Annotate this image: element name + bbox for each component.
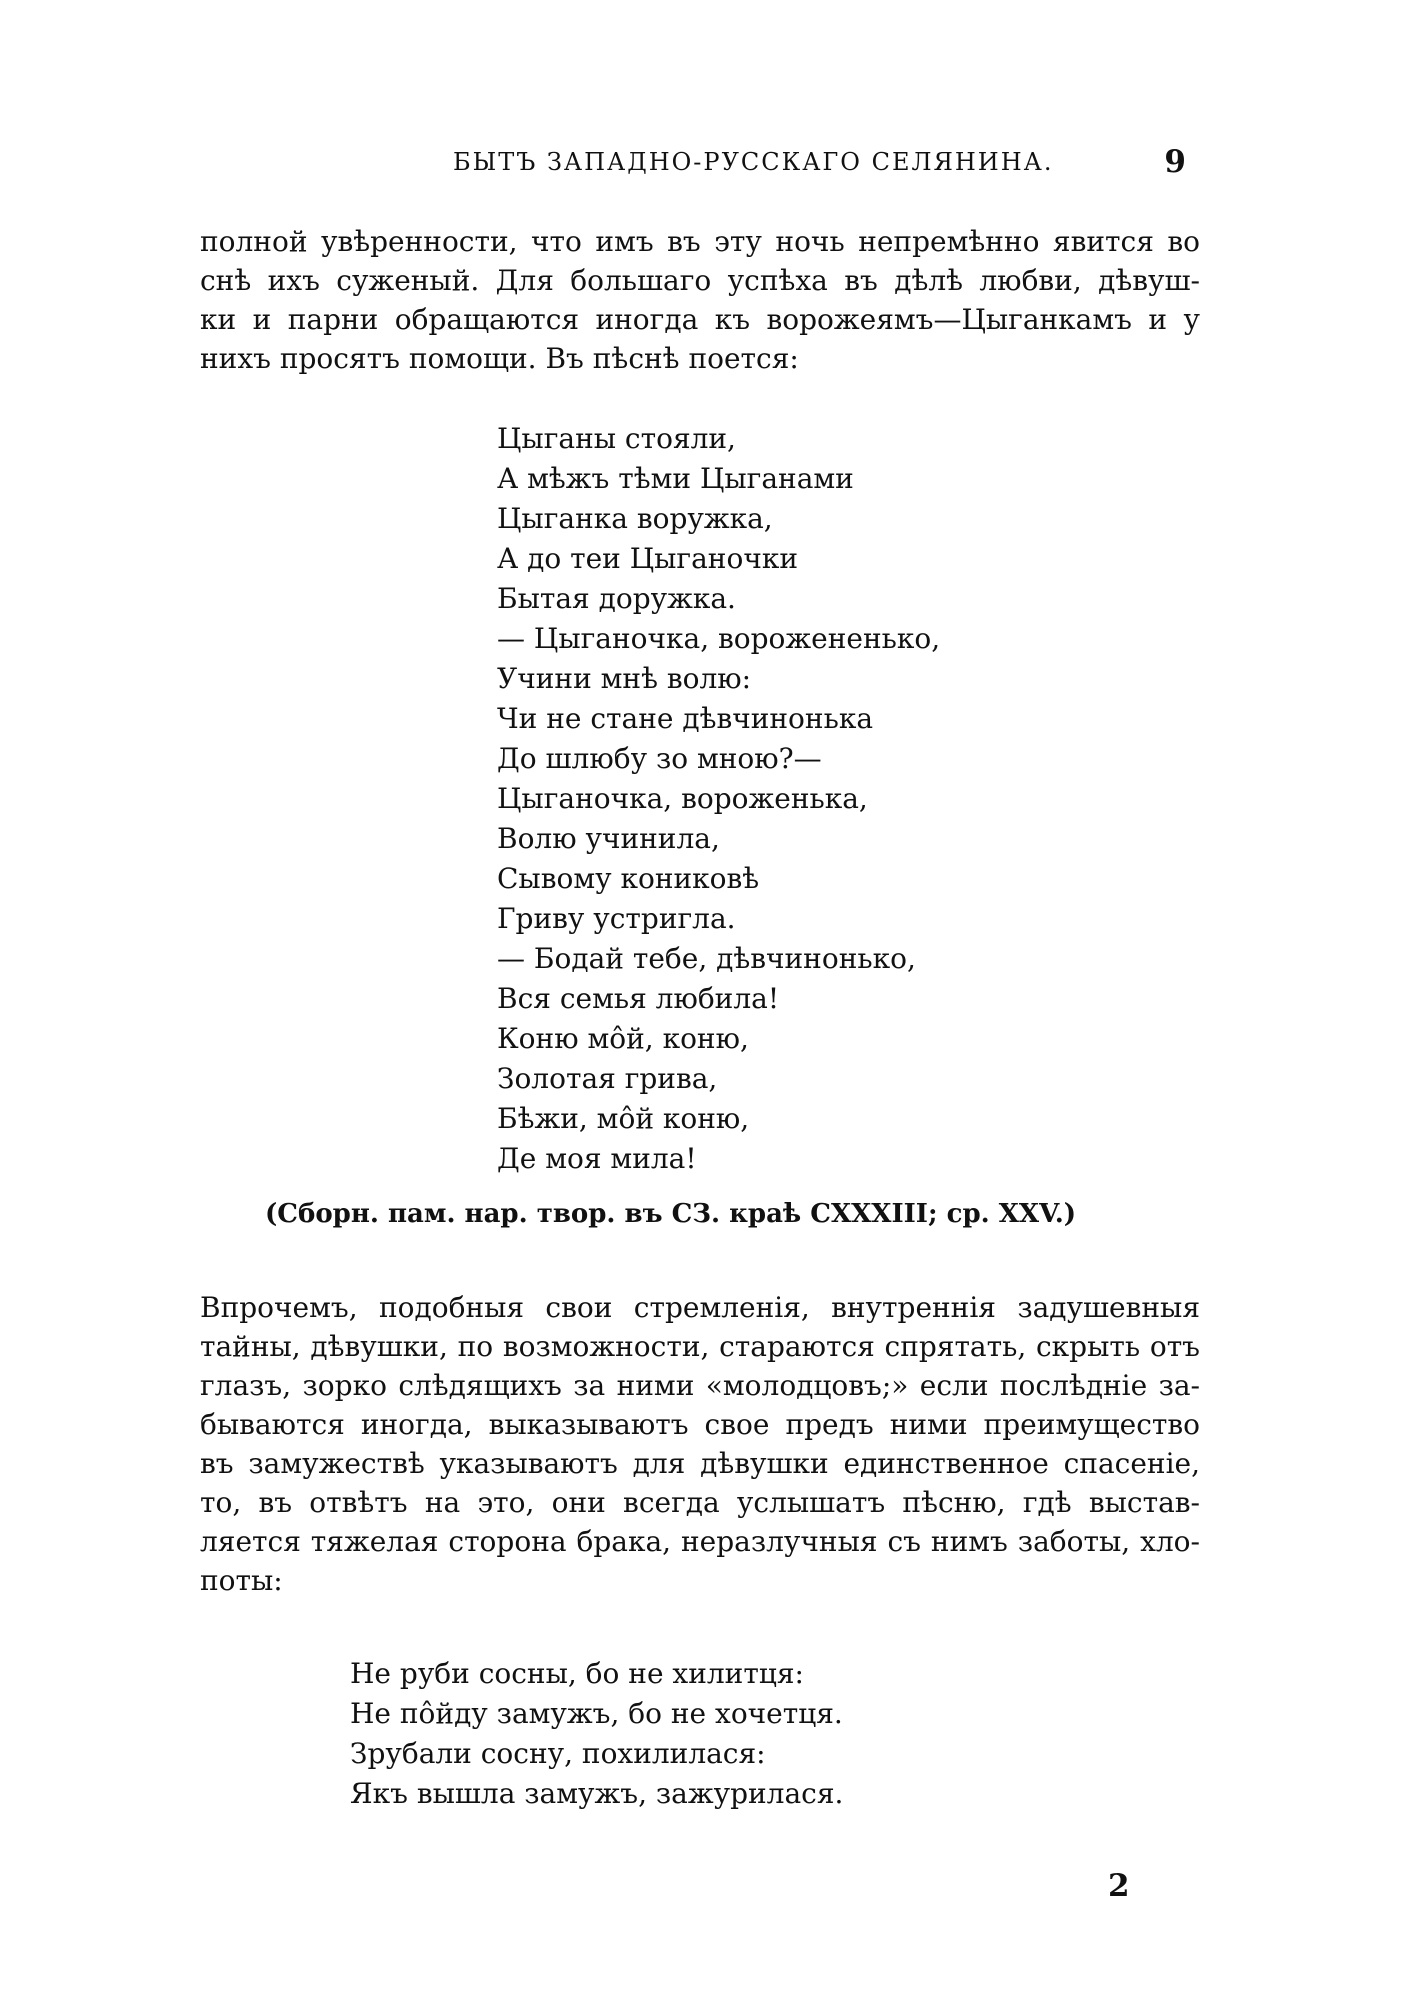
song-verse-pine bbox=[350, 1654, 843, 1814]
text-line: бываются иногда, выказываютъ свое предъ ними преимущество bbox=[200, 1408, 1200, 1441]
text-line: полной увѣренности, что имъ въ эту ночь непремѣнно явится во bbox=[200, 225, 1200, 258]
verse-line: Не пôйду замужъ, бо не хочетця. bbox=[350, 1697, 843, 1730]
paragraph-main bbox=[200, 1288, 1200, 1600]
verse-line: Чи не стане дѣвчинонька bbox=[497, 702, 874, 735]
verse-line: Не руби сосны, бо не хилитця: bbox=[350, 1657, 804, 1690]
text-line: снѣ ихъ суженый. Для большаго успѣха въ дѣлѣ любви, дѣвуш- bbox=[200, 264, 1200, 297]
verse-line: Золотая грива, bbox=[497, 1062, 718, 1095]
verse-line: Якъ вышла замужъ, зажурилася. bbox=[350, 1777, 844, 1810]
verse-line: Цыганы стояли, bbox=[497, 422, 736, 455]
verse-line: Бѣжи, мôй коню, bbox=[497, 1102, 750, 1135]
verse-line: — Цыганочка, ворожененько, bbox=[497, 622, 941, 655]
song-verse-gypsy bbox=[497, 419, 940, 1179]
source-citation: (Сборн. пам. нар. твор. въ СЗ. краѣ CXXXIII; ср. XXV.) bbox=[265, 1199, 1077, 1229]
verse-line: Сывому кониковѣ bbox=[497, 862, 760, 895]
text-line: въ замужествѣ указываютъ для дѣвушки единственное спасеніе, bbox=[200, 1447, 1200, 1480]
verse-line: До шлюбу зо мною?— bbox=[497, 742, 822, 775]
text-line: глазъ, зорко слѣдящихъ за ними «молодцовъ;» если послѣдніе за- bbox=[200, 1369, 1200, 1402]
text-line: поты: bbox=[200, 1564, 283, 1597]
verse-line: А мѣжъ тѣми Цыганами bbox=[497, 462, 854, 495]
verse-line: Учини мнѣ волю: bbox=[497, 662, 752, 695]
verse-line: Волю учинила, bbox=[497, 822, 720, 855]
text-line: Впрочемъ, подобныя свои стремленія, внутреннія задушевныя bbox=[200, 1291, 1200, 1324]
text-line: ляется тяжелая сторона брака, неразлучныя съ нимъ заботы, хло- bbox=[200, 1525, 1200, 1558]
verse-line: Бытая доружка. bbox=[497, 582, 736, 615]
verse-line: Зрубали сосну, похилилася: bbox=[350, 1737, 766, 1770]
verse-line: Вся семья любила! bbox=[497, 982, 780, 1015]
verse-line: Гриву устригла. bbox=[497, 902, 736, 935]
page-number: 9 bbox=[1164, 144, 1186, 180]
signature-mark: 2 bbox=[1108, 1868, 1130, 1904]
paragraph-intro bbox=[200, 222, 1200, 378]
verse-line: Цыганка воружка, bbox=[497, 502, 773, 535]
text-line: тайны, дѣвушки, по возможности, стараются спрятать, скрыть отъ bbox=[200, 1330, 1200, 1363]
text-line: нихъ просятъ помощи. Въ пѣснѣ поется: bbox=[200, 342, 799, 375]
running-title: БЫТЪ ЗАПАДНО-РУССКАГО СЕЛЯНИНА. bbox=[453, 148, 1054, 176]
text-line: ки и парни обращаются иногда къ ворожеямъ—Цыганкамъ и у bbox=[200, 303, 1200, 336]
verse-line: — Бодай тебе, дѣвчинонько, bbox=[497, 942, 916, 975]
verse-line: Де моя мила! bbox=[497, 1142, 697, 1175]
verse-line: Цыганочка, вороженька, bbox=[497, 782, 868, 815]
page-header bbox=[200, 144, 1200, 188]
verse-line: А до теи Цыганочки bbox=[497, 542, 798, 575]
verse-line: Коню мôй, коню, bbox=[497, 1022, 749, 1055]
text-line: то, въ отвѣтъ на это, они всегда услышатъ пѣсню, гдѣ выстав- bbox=[200, 1486, 1200, 1519]
